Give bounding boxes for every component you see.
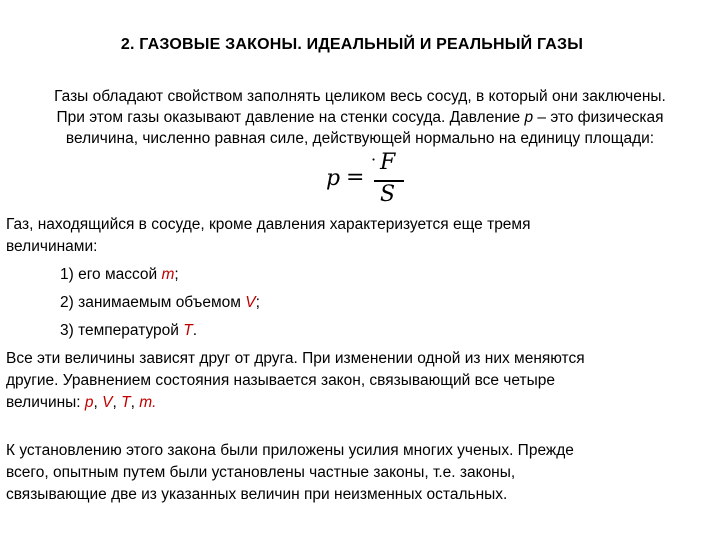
var-m: m (139, 394, 153, 411)
formula-equals: = (346, 165, 365, 190)
var-v: V (102, 394, 113, 411)
history-paragraph (6, 440, 696, 506)
volume-symbol: V (245, 294, 256, 311)
page-title: 2. ГАЗОВЫЕ ЗАКОНЫ. ИДЕАЛЬНЫЙ И РЕАЛЬНЫЙ ГАЗЫ (120, 36, 584, 53)
intro-line-2 (0, 107, 720, 128)
temperature-symbol: T (183, 322, 193, 339)
list-item (60, 322, 197, 340)
list-item (60, 266, 179, 284)
var-t: T (121, 394, 131, 411)
intro-text: При этом газы оказывают давление на стенки сосуда. Давление (56, 109, 525, 126)
formula-denominator: S (380, 182, 396, 207)
paragraph-text: величины: (6, 394, 85, 411)
list-item-text: 2) занимаемым объемом (60, 294, 246, 311)
formula-lhs: p (326, 166, 341, 191)
formula-numerator: F (380, 150, 396, 175)
intro-line-3: величина, численно равная силе, действующей нормально на единицу площади: (65, 130, 655, 147)
paragraph-line (6, 392, 696, 414)
paragraph-line: Газ, находящийся в сосуде, кроме давления характеризуется еще тремя (6, 216, 531, 233)
formula-dot: · (371, 150, 377, 169)
list-item-text: 1) его массой (60, 266, 162, 283)
paragraph-line: К установлению этого закона были приложены усилия многих ученых. Прежде (6, 442, 574, 459)
state-equation-paragraph (6, 348, 696, 414)
pressure-symbol: р (524, 109, 534, 126)
paragraph-line: величинами: (6, 238, 98, 255)
separator: , (93, 394, 103, 411)
list-item-text: 3) температурой (60, 322, 184, 339)
intro-text: – это физическая (533, 109, 664, 126)
list-item-end: ; (174, 266, 179, 283)
separator: , (112, 394, 122, 411)
mass-symbol: m (161, 266, 175, 283)
list-item-end: . (192, 322, 198, 339)
intro-paragraph (0, 86, 720, 149)
paragraph-line: всего, опытным путем были установлены частные законы, т.е. законы, (6, 464, 516, 481)
intro-line-1: Газы обладают свойством заполнять целиком весь сосуд, в который они заключены. (54, 88, 666, 105)
separator: , (130, 394, 140, 411)
paragraph-line: связывающие две из указанных величин при неизменных остальных. (6, 486, 508, 503)
paragraph-line: Все эти величины зависят друг от друга. При изменении одной из них меняются (6, 350, 585, 367)
pressure-formula (318, 148, 408, 210)
characteristics-paragraph (6, 214, 696, 258)
list-item (60, 294, 260, 312)
paragraph-line: другие. Уравнением состояния называется закон, связывающий все четыре (6, 372, 555, 389)
var-p: p (84, 394, 94, 411)
list-item-end: ; (255, 294, 260, 311)
sentence-end: . (152, 394, 157, 411)
